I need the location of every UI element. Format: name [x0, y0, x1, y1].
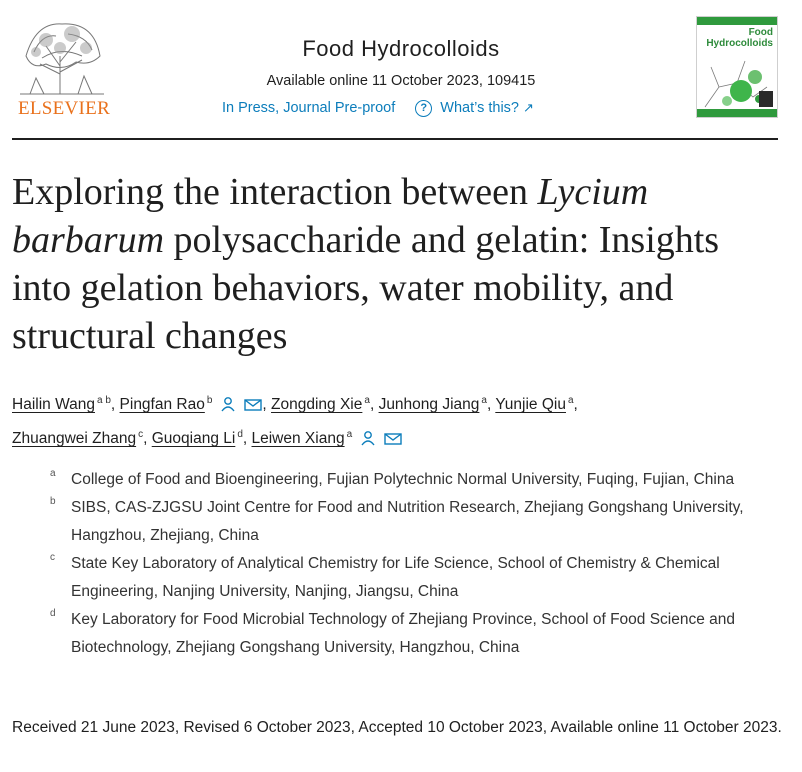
- affiliation-label: a: [50, 468, 56, 479]
- whats-this-link[interactable]: What’s this?: [440, 100, 519, 116]
- help-circle-icon[interactable]: ?: [415, 100, 432, 117]
- author-affil-sup: a b: [97, 395, 111, 406]
- affiliation-list: [50, 466, 780, 662]
- person-icon[interactable]: [360, 430, 376, 446]
- title-part-1: Exploring the interaction between: [12, 171, 538, 213]
- affiliation-item: [50, 550, 780, 606]
- author-item[interactable]: [379, 396, 487, 413]
- author-name[interactable]: Leiwen Xiang: [251, 430, 345, 448]
- author-name[interactable]: Yunjie Qiu: [495, 396, 566, 414]
- affiliation-text: College of Food and Bioengineering, Fujian Polytechnic Normal University, Fuqing, Fujian, China: [71, 471, 735, 488]
- elsevier-wordmark: ELSEVIER: [17, 98, 111, 119]
- author-item[interactable]: [12, 396, 111, 413]
- affiliation-item: [50, 466, 780, 494]
- mail-icon[interactable]: [384, 432, 402, 446]
- affiliation-label: c: [50, 552, 55, 563]
- article-status-row: [222, 98, 534, 118]
- author-name[interactable]: Zhuangwei Zhang: [12, 430, 137, 448]
- cover-title: [697, 27, 773, 49]
- journal-title[interactable]: Food Hydrocolloids: [302, 36, 500, 61]
- author-name[interactable]: Guoqiang Li: [151, 430, 236, 448]
- article-header: [0, 0, 802, 140]
- affiliation-text: Key Laboratory for Food Microbial Technology of Zhejiang Province, School of Food Science and Biotechnology, Zhejiang Gongshang University, Hangzhou, China: [71, 611, 736, 656]
- author-affil-sup: a: [567, 395, 574, 406]
- cover-top-band: [697, 17, 777, 25]
- author-name[interactable]: Zongding Xie: [271, 396, 363, 414]
- person-icon[interactable]: [220, 396, 236, 412]
- article-history: Received 21 June 2023, Revised 6 October 2023, Accepted 10 October 2023, Available online 11 October 2023.: [12, 719, 782, 736]
- availability-line: Available online 11 October 2023, 109415: [266, 73, 536, 89]
- affiliation-item: [50, 494, 780, 550]
- author-affil-sup: c: [138, 429, 144, 441]
- cover-title-line2: Hydrocolloids: [706, 38, 773, 49]
- affiliation-label: d: [50, 608, 56, 619]
- title-part-2: polysaccharide and gelatin: Insights into gelation behaviors, water mobility, and structural changes: [12, 219, 720, 357]
- author-name[interactable]: Pingfan Rao: [119, 396, 205, 414]
- author-item[interactable]: [120, 396, 263, 413]
- author-name[interactable]: Hailin Wang: [12, 396, 95, 414]
- affiliation-text: State Key Laboratory of Analytical Chemistry for Life Science, School of Chemistry & Chemical Engineering, Nanjing University, Nanjing, Jiangsu, China: [71, 555, 720, 600]
- header-divider: [12, 138, 778, 140]
- author-name[interactable]: Junhong Jiang: [378, 396, 480, 414]
- journal-cover[interactable]: [696, 16, 778, 118]
- author-affil-sup: a: [346, 429, 353, 441]
- external-arrow-icon: ↗: [523, 100, 534, 115]
- affiliation-text: SIBS, CAS-ZJGSU Joint Centre for Food and Nutrition Research, Zhejiang Gongshang University, Hangzhou, Zhejiang, China: [71, 499, 744, 544]
- affiliation-label: b: [50, 496, 56, 507]
- affiliation-item: [50, 606, 780, 662]
- elsevier-logo[interactable]: [12, 16, 110, 120]
- author-item[interactable]: [271, 396, 370, 413]
- in-press-link[interactable]: In Press, Journal Pre-proof: [222, 100, 396, 116]
- author-item[interactable]: [12, 430, 143, 447]
- author-affil-sup: a: [364, 395, 370, 406]
- author-item[interactable]: [495, 396, 573, 413]
- author-list: Hailin Wang $^{a b}$, Pingfan Rao $^b$ , Zongding Xie $^a$, Junhong Jiang $^a$, Yunjie Qiu $^a$, Zhuangwei Zhang $^c$, Guoqiang Li $^d$, Leiwen Xiang $^a$: [12, 395, 578, 448]
- cover-bottom-band: [697, 109, 777, 117]
- mail-icon[interactable]: [244, 398, 262, 412]
- author-item[interactable]: [252, 430, 403, 447]
- author-affil-sup: d: [237, 429, 243, 441]
- title-italic-species: Lycium barbarum: [12, 171, 649, 261]
- author-affil-sup: a: [481, 395, 487, 406]
- cover-molecule-graphic: [697, 47, 777, 117]
- cover-title-line1: Food: [748, 27, 773, 38]
- author-item[interactable]: [152, 430, 243, 447]
- author-affil-sup: b: [206, 395, 213, 406]
- article-title: [12, 168, 782, 360]
